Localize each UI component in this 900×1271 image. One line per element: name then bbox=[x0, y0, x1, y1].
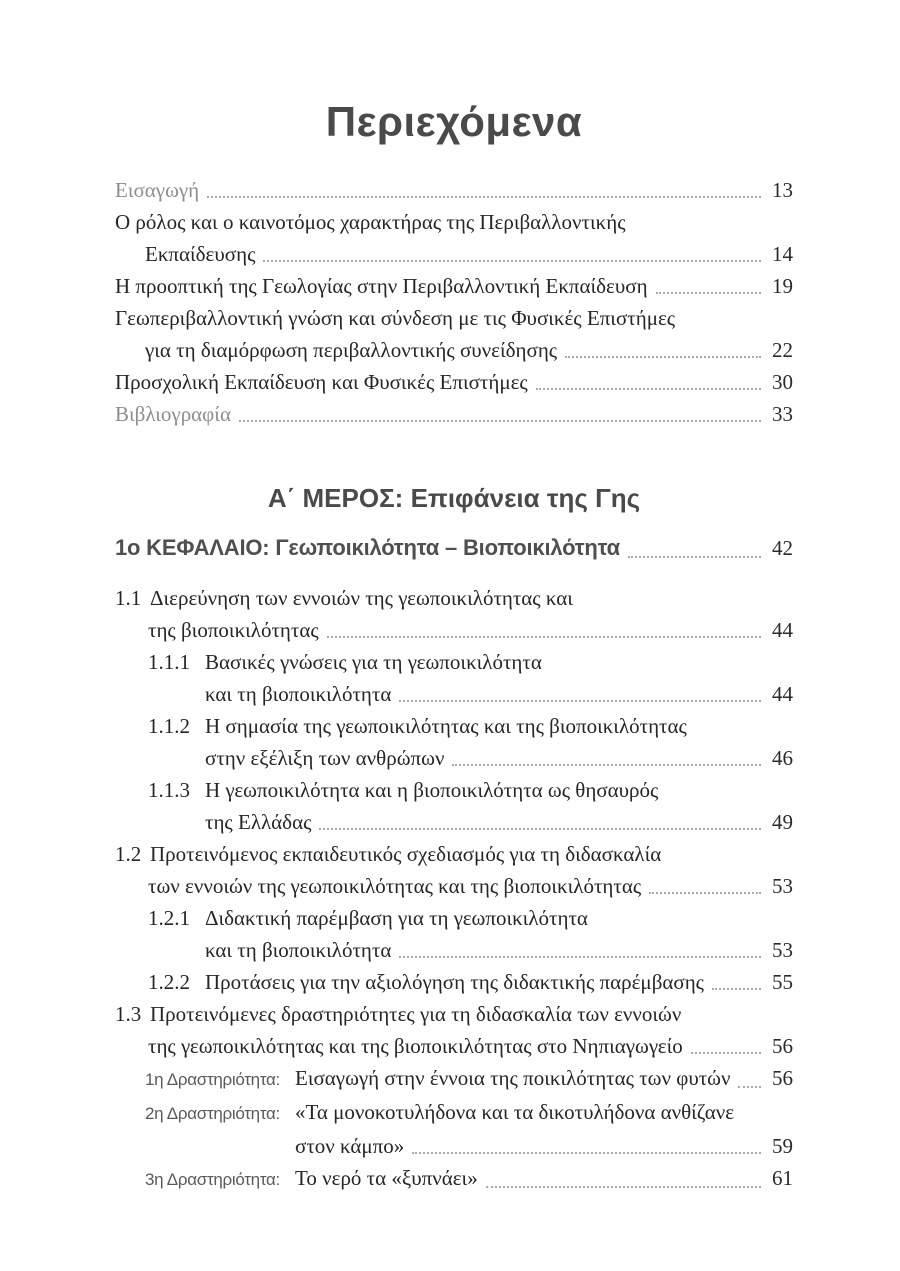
chapter-toc-list bbox=[115, 582, 793, 1196]
entry-text: Εκπαίδευσης bbox=[145, 242, 256, 266]
dot-leader bbox=[738, 1086, 761, 1088]
dot-leader bbox=[263, 260, 761, 262]
page-number: 61 bbox=[772, 1166, 793, 1190]
page-number: 44 bbox=[772, 618, 793, 642]
chapter-heading-label: 1ο ΚΕΦΑΛΑΙΟ: Γεωποικιλότητα – Βιοποικιλότητα bbox=[115, 535, 620, 560]
dot-leader bbox=[327, 636, 761, 638]
entry-text: στην εξέλιξη των ανθρώπων bbox=[205, 746, 445, 770]
toc-row bbox=[115, 966, 793, 998]
entry-text: της γεωποικιλότητας και της βιοποικιλότητας στο Νηπιαγωγείο bbox=[148, 1034, 683, 1058]
entry-text: των εννοιών της γεωποικιλότητας και της βιοποικιλότητας bbox=[148, 874, 642, 898]
page-number: 56 bbox=[772, 1066, 793, 1090]
dot-leader bbox=[319, 828, 761, 830]
dot-leader bbox=[399, 956, 761, 958]
toc-row bbox=[115, 398, 793, 430]
entry-text: Η γεωποικιλότητα και η βιοποικιλότητα ως θησαυρός bbox=[205, 778, 659, 802]
entry-text: της βιοποικιλότητας bbox=[148, 618, 319, 642]
page-number: 44 bbox=[772, 682, 793, 706]
activity-label: 3η Δραστηριότητα: bbox=[145, 1170, 280, 1189]
page-number: 53 bbox=[772, 874, 793, 898]
page-number: 53 bbox=[772, 938, 793, 962]
toc-row bbox=[115, 902, 793, 934]
toc-row bbox=[115, 838, 793, 870]
toc-row bbox=[115, 1130, 793, 1162]
dot-leader bbox=[399, 700, 761, 702]
part-heading: Α΄ ΜΕΡΟΣ: Επιφάνεια της Γης bbox=[267, 483, 641, 513]
entry-text: Η σημασία της γεωποικιλότητας και της βιοποικιλότητας bbox=[205, 714, 687, 738]
toc-row bbox=[115, 270, 793, 302]
entry-text: στον κάμπο» bbox=[295, 1134, 405, 1158]
page-title: Περιεχόμενα bbox=[325, 98, 583, 145]
entry-text: Γεωπεριβαλλοντική γνώση και σύνδεση με τις Φυσικές Επιστήμες bbox=[115, 306, 676, 330]
entry-number: 1.2 bbox=[115, 842, 142, 866]
page-number: 13 bbox=[772, 178, 793, 202]
entry-number: 1.1.3 bbox=[148, 778, 190, 802]
entry-text: Βιβλιογραφία bbox=[115, 402, 231, 426]
toc-row bbox=[115, 366, 793, 398]
entry-text: Προτεινόμενος εκπαιδευτικός σχεδιασμός για τη διδασκαλία bbox=[150, 842, 662, 866]
dot-leader bbox=[452, 764, 761, 766]
dot-leader bbox=[649, 892, 761, 894]
dot-leader bbox=[691, 1052, 761, 1054]
toc-row bbox=[115, 206, 793, 238]
entry-text: Ο ρόλος και ο καινοτόμος χαρακτήρας της Περιβαλλοντικής bbox=[115, 210, 626, 234]
entry-text: Το νερό τα «ξυπνάει» bbox=[295, 1166, 478, 1190]
entry-number: 1.1.2 bbox=[148, 714, 190, 738]
toc-row bbox=[115, 646, 793, 678]
chapter-heading-row bbox=[115, 530, 793, 566]
page-number: 46 bbox=[772, 746, 793, 770]
entry-text: Διερεύνηση των εννοιών της γεωποικιλότητας και bbox=[150, 586, 573, 610]
activity-label: 1η Δραστηριότητα: bbox=[145, 1070, 280, 1089]
toc-row bbox=[115, 1096, 793, 1130]
entry-text: της Ελλάδας bbox=[205, 810, 312, 834]
toc-row bbox=[115, 934, 793, 966]
toc-row bbox=[115, 710, 793, 742]
toc-row bbox=[115, 1062, 793, 1096]
page-number: 49 bbox=[772, 810, 793, 834]
page-number: 14 bbox=[772, 242, 793, 266]
entry-text: Η προοπτική της Γεωλογίας στην Περιβαλλοντική Εκπαίδευση bbox=[115, 274, 648, 298]
toc-row bbox=[115, 614, 793, 646]
page-number: 56 bbox=[772, 1034, 793, 1058]
toc-row bbox=[115, 774, 793, 806]
entry-text: Προσχολική Εκπαίδευση και Φυσικές Επιστήμες bbox=[115, 370, 528, 394]
dot-leader bbox=[628, 556, 761, 558]
entry-text: για τη διαμόρφωση περιβαλλοντικής συνείδησης bbox=[145, 338, 558, 362]
toc-row bbox=[115, 678, 793, 710]
dot-leader bbox=[207, 196, 761, 198]
entry-text: Εισαγωγή bbox=[115, 178, 200, 202]
entry-text: και τη βιοποικιλότητα bbox=[205, 938, 392, 962]
dot-leader bbox=[412, 1152, 761, 1154]
toc-row bbox=[115, 334, 793, 366]
entry-number: 1.1.1 bbox=[148, 650, 190, 674]
entry-text: Εισαγωγή στην έννοια της ποικιλότητας των φυτών bbox=[295, 1066, 731, 1090]
dot-leader bbox=[536, 388, 761, 390]
toc-row bbox=[115, 302, 793, 334]
toc-row bbox=[115, 582, 793, 614]
page-number: 30 bbox=[772, 370, 793, 394]
activity-label: 2η Δραστηριότητα: bbox=[145, 1104, 280, 1123]
entry-number: 1.1 bbox=[115, 586, 142, 610]
toc-row bbox=[115, 806, 793, 838]
page-number: 22 bbox=[772, 338, 793, 362]
dot-leader bbox=[239, 420, 761, 422]
entry-text: Βασικές γνώσεις για τη γεωποικιλότητα bbox=[205, 650, 542, 674]
entry-text: και τη βιοποικιλότητα bbox=[205, 682, 392, 706]
dot-leader bbox=[656, 292, 761, 294]
entry-number: 1.2.1 bbox=[148, 906, 190, 930]
toc-row bbox=[115, 742, 793, 774]
page-number: 55 bbox=[772, 970, 793, 994]
toc-row bbox=[115, 870, 793, 902]
dot-leader bbox=[565, 356, 761, 358]
entry-number: 1.3 bbox=[115, 1002, 142, 1026]
toc-row bbox=[115, 998, 793, 1030]
entry-number: 1.2.2 bbox=[148, 970, 190, 994]
toc-row bbox=[115, 1162, 793, 1196]
toc-row bbox=[115, 1030, 793, 1062]
page-number: 59 bbox=[772, 1134, 793, 1158]
intro-toc-list bbox=[115, 174, 793, 430]
toc-row bbox=[115, 238, 793, 270]
dot-leader bbox=[712, 988, 761, 990]
page-number: 42 bbox=[772, 536, 793, 560]
toc-row bbox=[115, 174, 793, 206]
page-number: 33 bbox=[772, 402, 793, 426]
entry-text: «Τα μονοκοτυλήδονα και τα δικοτυλήδονα ανθίζανε bbox=[295, 1100, 735, 1124]
entry-text: Προτεινόμενες δραστηριότητες για τη διδασκαλία των εννοιών bbox=[150, 1002, 682, 1026]
entry-text: Διδακτική παρέμβαση για τη γεωποικιλότητα bbox=[205, 906, 588, 930]
entry-text: Προτάσεις για την αξιολόγηση της διδακτικής παρέμβασης bbox=[205, 970, 704, 994]
dot-leader bbox=[486, 1186, 761, 1188]
page-number: 19 bbox=[772, 274, 793, 298]
